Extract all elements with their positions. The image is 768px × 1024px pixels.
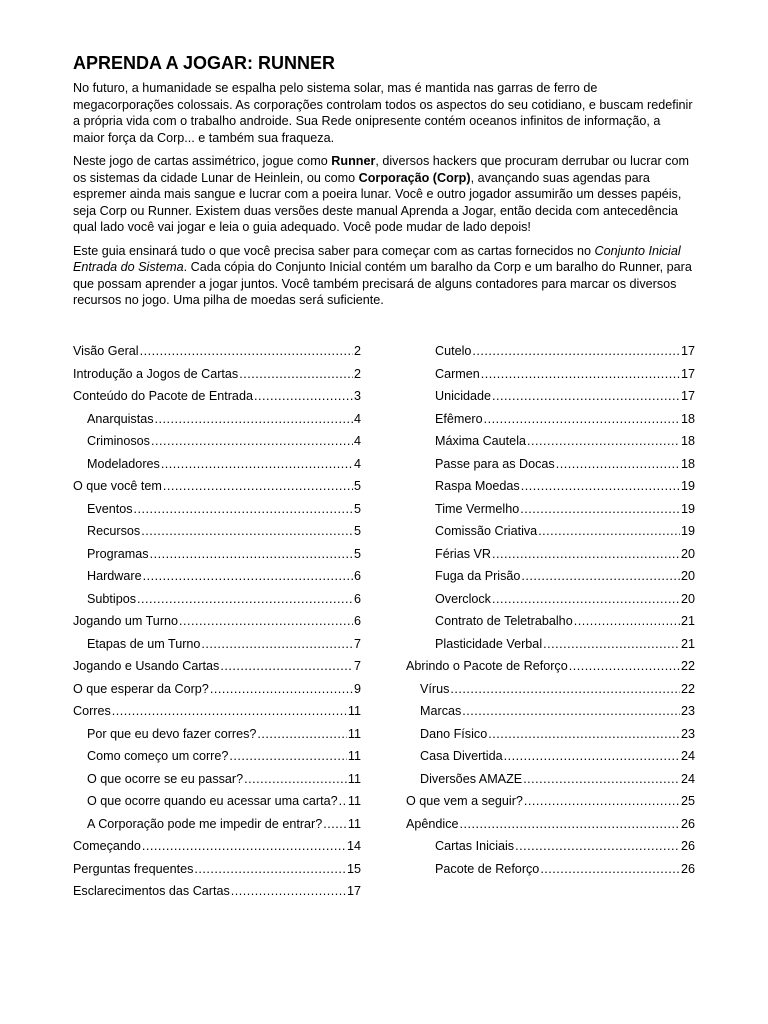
toc-entry-page: 24 [680, 771, 695, 786]
toc-entry-page: 5 [353, 479, 361, 493]
toc-entry[interactable] [406, 793, 695, 816]
toc-entry-label: Efêmero [435, 411, 483, 426]
toc-column-left [73, 343, 361, 906]
toc-leader-dots [151, 433, 353, 450]
toc-leader-dots [450, 681, 680, 698]
toc-entry-page: 24 [680, 749, 695, 763]
toc-entry-page: 7 [353, 636, 361, 651]
toc-leader-dots [472, 343, 680, 360]
toc-entry-page: 11 [347, 726, 361, 741]
toc-entry-label: Comissão Criativa [435, 524, 538, 538]
toc-leader-dots [239, 366, 353, 383]
toc-entry[interactable] [73, 861, 361, 884]
toc-entry-label: Subtipos [87, 591, 137, 606]
toc-entry-label: O que ocorre quando eu acessar uma carta? [87, 794, 338, 808]
toc-entry-label: Recursos [87, 524, 141, 538]
toc-leader-dots [488, 726, 680, 743]
toc-entry-page: 4 [353, 411, 361, 426]
toc-entry-page: 18 [680, 434, 695, 448]
toc-entry-label: Dano Físico [420, 726, 488, 741]
toc-entry[interactable] [406, 748, 695, 771]
toc-entry[interactable] [73, 456, 361, 479]
toc-entry[interactable] [406, 613, 695, 636]
toc-entry-label: Time Vermelho [435, 501, 520, 516]
toc-entry[interactable] [73, 771, 361, 794]
p3-text-b: . Cada cópia do Conjunto Inicial contém um baralho da Corp e um baralho do Runner, para que possam aprender a jogar juntos. Você também precisará de alguns contadores para marcar os diversos recursos no jogo. Uma pilha de moedas será suficiente. [73, 260, 692, 307]
toc-entry[interactable] [73, 816, 361, 839]
toc-entry[interactable] [73, 568, 361, 591]
toc-entry[interactable] [73, 433, 361, 456]
page-title: APRENDA A JOGAR: RUNNER [73, 53, 336, 73]
p2-text-c: , avançando suas agendas para espremer ainda mais sangue e lucrar com a poeira lunar. Você e outro jogador assumirão um desses papéis, seja Corp ou Runner. Existem duas versões deste manual Aprenda a Jogar, então decida com antecedência qual lado você vai jogar e leia o guia adequado. Você pode mudar de lado depois! [73, 170, 682, 234]
toc-entry-label: Cartas Iniciais [435, 839, 515, 853]
toc-leader-dots [520, 501, 680, 518]
toc-entry-label: Apêndice [406, 816, 459, 831]
toc-entry-page: 17 [680, 389, 695, 403]
toc-entry[interactable] [73, 883, 361, 906]
toc-entry-page: 5 [353, 546, 361, 561]
toc-entry[interactable] [406, 523, 695, 546]
toc-leader-dots [504, 748, 680, 765]
toc-entry-page: 18 [680, 411, 695, 426]
toc-leader-dots [527, 433, 680, 450]
toc-leader-dots [569, 658, 680, 675]
toc-leader-dots [574, 613, 680, 630]
toc-column-right [406, 343, 695, 883]
toc-entry-page: 3 [353, 389, 361, 403]
toc-entry-label: Fuga da Prisão [435, 569, 521, 583]
toc-entry-label: Esclarecimentos das Cartas [73, 884, 230, 898]
toc-entry-label: Anarquistas [87, 411, 154, 426]
toc-entry-page: 26 [680, 839, 695, 853]
toc-leader-dots [492, 388, 680, 405]
toc-entry-page: 19 [680, 524, 695, 538]
toc-leader-dots [523, 771, 680, 788]
toc-entry-page: 20 [680, 569, 695, 583]
toc-entry[interactable] [406, 658, 695, 681]
toc-entry[interactable] [406, 501, 695, 524]
toc-entry-page: 11 [347, 704, 361, 718]
toc-leader-dots [521, 478, 680, 495]
p2-text-b: , diversos hackers que procuram derrubar ou lucrar com os sistemas da cidade Lunar de Heinlein, ou como [73, 154, 689, 185]
toc-entry-label: Jogando um Turno [73, 614, 179, 628]
toc-leader-dots [492, 546, 680, 563]
toc-entry-page: 9 [353, 681, 361, 696]
toc-entry-page: 6 [353, 591, 361, 606]
toc-entry-page: 11 [347, 794, 361, 808]
toc-entry-page: 17 [346, 884, 361, 898]
toc-entry[interactable] [406, 703, 695, 726]
toc-entry[interactable] [406, 546, 695, 569]
toc-entry[interactable] [406, 636, 695, 659]
toc-entry-page: 4 [353, 456, 361, 471]
toc-leader-dots [134, 501, 353, 518]
toc-entry-label: Perguntas frequentes [73, 861, 194, 876]
corp-term: Corporação (Corp) [358, 170, 471, 185]
toc-leader-dots [163, 478, 353, 495]
toc-entry-label: Overclock [435, 591, 491, 606]
toc-entry-page: 4 [353, 434, 361, 448]
toc-leader-dots [112, 703, 347, 720]
toc-entry-page: 11 [347, 749, 361, 763]
toc-leader-dots [462, 703, 680, 720]
toc-entry-label: Eventos [87, 501, 133, 516]
toc-leader-dots [231, 883, 346, 900]
toc-entry-page: 15 [346, 861, 361, 876]
toc-leader-dots [323, 816, 347, 833]
toc-entry-label: Hardware [87, 569, 142, 583]
toc-leader-dots [257, 726, 347, 743]
toc-leader-dots [201, 636, 353, 653]
runner-term: Runner [331, 154, 376, 168]
toc-entry-page: 2 [353, 366, 361, 381]
toc-entry[interactable] [406, 411, 695, 434]
toc-entry[interactable] [73, 343, 361, 366]
toc-leader-dots [179, 613, 353, 630]
toc-leader-dots [254, 388, 353, 405]
toc-entry-page: 2 [353, 344, 361, 358]
toc-entry-label: Criminosos [87, 434, 150, 448]
toc-leader-dots [137, 591, 353, 608]
toc-entry[interactable] [73, 703, 361, 726]
toc-entry[interactable] [73, 388, 361, 411]
toc-leader-dots [540, 861, 680, 878]
toc-entry-page: 26 [680, 816, 695, 831]
toc-leader-dots [524, 793, 680, 810]
toc-entry[interactable] [73, 838, 361, 861]
document-page [73, 52, 695, 316]
toc-entry-label: Unicidade [435, 389, 492, 403]
toc-entry[interactable] [73, 793, 361, 816]
toc-entry-label: Vírus [420, 681, 450, 696]
toc-entry-page: 23 [680, 726, 695, 741]
toc-entry[interactable] [406, 478, 695, 501]
toc-leader-dots [141, 523, 353, 540]
toc-entry[interactable] [73, 523, 361, 546]
toc-entry-label: Programas [87, 546, 149, 561]
toc-leader-dots [140, 343, 353, 360]
toc-entry-label: O que vem a seguir? [406, 794, 523, 808]
toc-entry[interactable] [73, 366, 361, 389]
toc-entry[interactable] [406, 591, 695, 614]
toc-entry-page: 21 [680, 614, 695, 628]
toc-entry-label: Modeladores [87, 456, 160, 471]
toc-entry-label: O que esperar da Corp? [73, 681, 209, 696]
toc-entry-label: Contrato de Teletrabalho [435, 614, 573, 628]
toc-entry-page: 25 [680, 794, 695, 808]
toc-entry[interactable] [406, 568, 695, 591]
toc-entry[interactable] [73, 411, 361, 434]
toc-leader-dots [460, 816, 680, 833]
toc-entry-label: Cutelo [435, 344, 472, 358]
toc-entry-page: 22 [680, 659, 695, 673]
toc-entry[interactable] [73, 591, 361, 614]
toc-entry-page: 5 [353, 524, 361, 538]
toc-entry-page: 14 [346, 839, 361, 853]
toc-entry-label: Como começo um corre? [87, 749, 229, 763]
toc-leader-dots [229, 748, 347, 765]
toc-entry-page: 19 [680, 479, 695, 493]
toc-entry-label: O que ocorre se eu passar? [87, 771, 244, 786]
toc-entry[interactable] [73, 636, 361, 659]
toc-leader-dots [142, 838, 346, 855]
toc-leader-dots [515, 838, 680, 855]
toc-entry[interactable] [406, 681, 695, 704]
toc-leader-dots [538, 523, 680, 540]
toc-entry-label: Visão Geral [73, 344, 139, 358]
toc-leader-dots [484, 411, 680, 428]
starter-set-name: Conjunto Inicial Entrada do Sistema [73, 243, 681, 274]
toc-leader-dots [220, 658, 353, 675]
toc-entry-page: 18 [680, 456, 695, 471]
toc-entry[interactable] [406, 771, 695, 794]
toc-entry[interactable] [406, 456, 695, 479]
toc-entry-label: O que você tem [73, 479, 162, 493]
toc-entry[interactable] [406, 343, 695, 366]
toc-leader-dots [339, 793, 347, 810]
toc-entry-page: 23 [680, 704, 695, 718]
toc-leader-dots [150, 546, 353, 563]
toc-entry-page: 17 [680, 366, 695, 381]
toc-leader-dots [521, 568, 680, 585]
toc-leader-dots [492, 591, 680, 608]
toc-entry[interactable] [406, 726, 695, 749]
toc-leader-dots [556, 456, 680, 473]
toc-entry-label: Conteúdo do Pacote de Entrada [73, 389, 253, 403]
toc-entry-page: 26 [680, 861, 695, 876]
toc-entry-page: 20 [680, 546, 695, 561]
toc-entry-label: Casa Divertida [420, 749, 503, 763]
toc-entry-label: Carmen [435, 366, 480, 381]
toc-entry-page: 5 [353, 501, 361, 516]
toc-entry[interactable] [406, 433, 695, 456]
toc-entry[interactable] [406, 388, 695, 411]
toc-entry[interactable] [406, 366, 695, 389]
toc-leader-dots [543, 636, 680, 653]
toc-entry-label: Abrindo o Pacote de Reforço [406, 659, 568, 673]
intro-paragraph-3 [73, 243, 695, 309]
toc-entry-label: Pacote de Reforço [435, 861, 540, 876]
intro-paragraph-2 [73, 153, 695, 236]
toc-entry-label: Raspa Moedas [435, 479, 520, 493]
toc-entry-label: Máxima Cautela [435, 434, 526, 448]
toc-entry-label: Marcas [420, 704, 462, 718]
p3-text-a: Este guia ensinará tudo o que você precisa saber para começar com as cartas fornecidos no [73, 243, 595, 258]
toc-leader-dots [210, 681, 353, 698]
toc-entry-label: Introdução a Jogos de Cartas [73, 366, 239, 381]
toc-entry[interactable] [73, 748, 361, 771]
toc-entry-page: 7 [353, 659, 361, 673]
toc-entry-page: 20 [680, 591, 695, 606]
toc-entry-label: Começando [73, 839, 141, 853]
toc-entry-label: Etapas de um Turno [87, 636, 201, 651]
toc-entry[interactable] [73, 478, 361, 501]
p2-text-a: Neste jogo de cartas assimétrico, jogue como [73, 154, 332, 168]
intro-paragraph-1: No futuro, a humanidade se espalha pelo sistema solar, mas é mantida nas garras de ferro de megacorporações colossais. As corporações controlam todos os aspectos do seu cotidiano, e buscam redefinir a própria vida com o trabalho androide. Sua Rede onipresente contém oceanos infinitos de informação, a maior força da Corp... e também sua fraqueza. [73, 81, 693, 145]
toc-entry[interactable] [73, 658, 361, 681]
toc-entry[interactable] [406, 838, 695, 861]
toc-entry-page: 6 [353, 614, 361, 628]
toc-entry[interactable] [406, 816, 695, 839]
toc-entry[interactable] [73, 501, 361, 524]
toc-entry-label: Por que eu devo fazer corres? [87, 726, 257, 741]
toc-entry-page: 22 [680, 681, 695, 696]
toc-entry-label: Férias VR [435, 546, 491, 561]
toc-entry-page: 21 [680, 636, 695, 651]
toc-entry-page: 19 [680, 501, 695, 516]
toc-entry-page: 6 [353, 569, 361, 583]
toc-entry[interactable] [73, 613, 361, 636]
toc-entry-label: Jogando e Usando Cartas [73, 659, 220, 673]
toc-leader-dots [143, 568, 353, 585]
toc-entry-label: Diversões AMAZE [420, 771, 523, 786]
toc-entry-label: Corres [73, 704, 111, 718]
toc-leader-dots [194, 861, 346, 878]
toc-entry-page: 17 [680, 344, 695, 358]
toc-entry-label: A Corporação pode me impedir de entrar? [87, 816, 323, 831]
toc-entry-label: Plasticidade Verbal [435, 636, 543, 651]
toc-entry[interactable] [73, 726, 361, 749]
toc-entry[interactable] [73, 681, 361, 704]
toc-leader-dots [155, 411, 353, 428]
toc-entry-label: Passe para as Docas [435, 456, 555, 471]
toc-leader-dots [244, 771, 347, 788]
toc-leader-dots [481, 366, 680, 383]
toc-entry[interactable] [73, 546, 361, 569]
toc-entry-page: 11 [347, 816, 361, 831]
toc-entry[interactable] [406, 861, 695, 884]
toc-leader-dots [161, 456, 353, 473]
toc-entry-page: 11 [347, 771, 361, 786]
